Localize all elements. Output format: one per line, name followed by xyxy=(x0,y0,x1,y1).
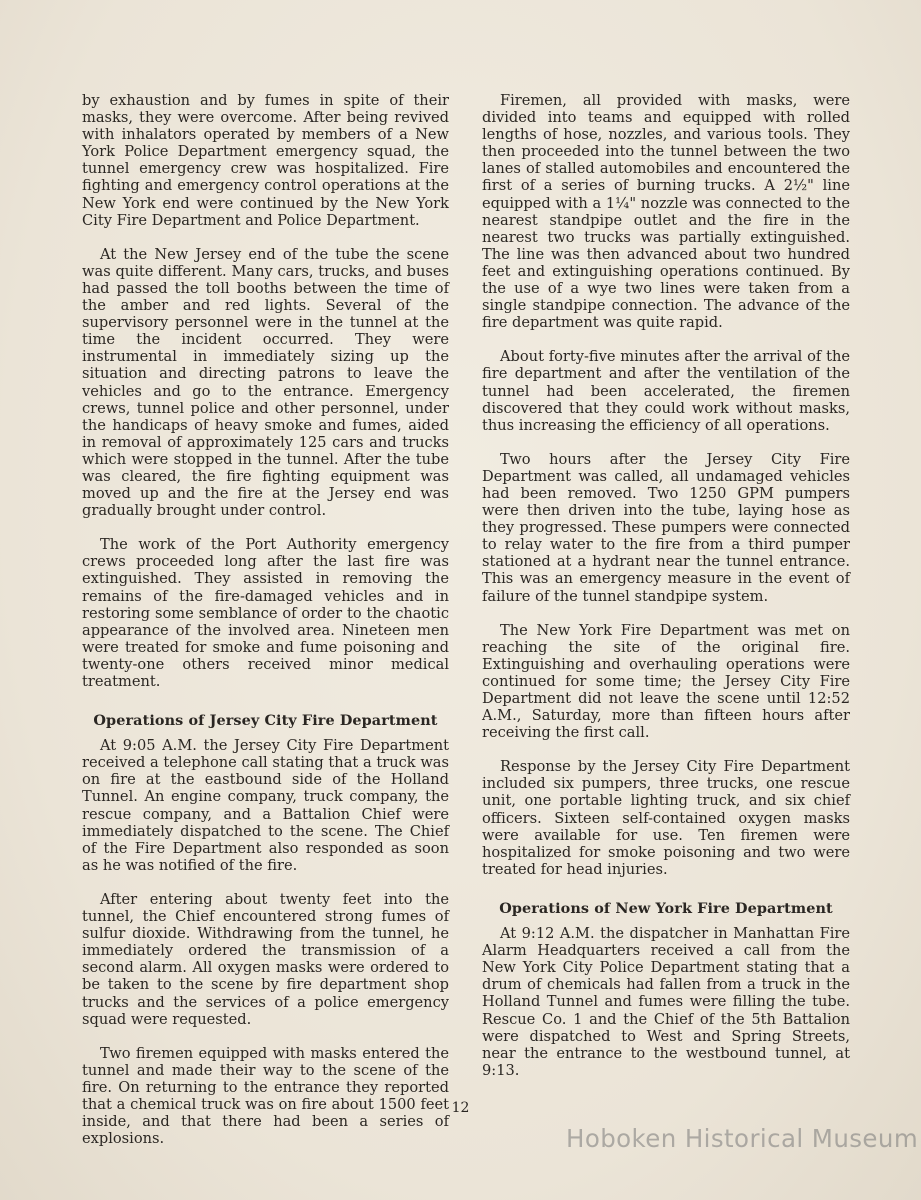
paragraph: The New York Fire Department was met on reaching the site of the original fire. Extinguishing and overhauling operations were continued for some time; the Jersey City Fire Department did not leave the scene until 12:52 A.M., Saturday, more than fifteen hours after receiving the first call. xyxy=(482,621,850,742)
right-column xyxy=(482,92,850,1096)
left-column xyxy=(82,92,449,1164)
paragraph: by exhaustion and by fumes in spite of their masks, they were overcome. After being revived with inhalators operated by members of a New York Police Department emergency squad, the tunnel emergency crew was hospitalized. Fire fighting and emergency control operations at the New York end were continued by the New York City Fire Department and Police Department. xyxy=(82,92,449,229)
paragraph: At the New Jersey end of the tube the scene was quite different. Many cars, trucks, and buses had passed the toll booths between the time of the amber and red lights. Several of the supervisory personnel were in the tunnel at the time the incident occurred. They were instrumental in immediately sizing up the situation and directing patrons to leave the vehicles and go to the entrance. Emergency crews, tunnel police and other personnel, under the handicaps of heavy smoke and fumes, aided in removal of approximately 125 cars and trucks which were stopped in the tunnel. After the tube was cleared, the fire fighting equipment was moved up and the fire at the Jersey end was gradually brought under control. xyxy=(82,245,449,520)
paragraph: Two hours after the Jersey City Fire Department was called, all undamaged vehicles had been removed. Two 1250 GPM pumpers were then driven into the tube, laying hose as they progressed. These pumpers were connected to relay water to the fire from a third pumper stationed at a hydrant near the tunnel entrance. This was an emergency measure in the event of failure of the tunnel standpipe system. xyxy=(482,450,850,605)
paragraph: The work of the Port Authority emergency crews proceeded long after the last fire was extinguished. They assisted in removing the remains of the fire-damaged vehicles and in restoring some semblance of order to the chaotic appearance of the involved area. Nineteen men were treated for smoke and fume poisoning and twenty-one others received minor medical treatment. xyxy=(82,536,449,690)
section-heading-new-york: Operations of New York Fire Department xyxy=(499,899,833,917)
watermark: Hoboken Historical Museum xyxy=(566,1124,919,1153)
page-number: 12 xyxy=(451,1100,470,1116)
paragraph: Response by the Jersey City Fire Department included six pumpers, three trucks, one rescue unit, one portable lighting truck, and six chief officers. Sixteen self-contained oxygen masks were available for use. Ten firemen were hospitalized for smoke poisoning and two were treated for head injuries. xyxy=(482,758,850,878)
paragraph: Two firemen equipped with masks entered the tunnel and made their way to the scene of the fire. On returning to the entrance they reported that a chemical truck was on fire about 1500 feet inside, and that there had been a series of explosions. xyxy=(82,1044,449,1148)
section-heading-jersey-city: Operations of Jersey City Fire Department xyxy=(93,712,438,730)
paragraph: After entering about twenty feet into the tunnel, the Chief encountered strong fumes of sulfur dioxide. Withdrawing from the tunnel, he immediately ordered the transmission of a second alarm. All oxygen masks were ordered to be taken to the scene by fire department shop trucks and the services of a police emergency squad were requested. xyxy=(82,890,449,1028)
paragraph: At 9:05 A.M. the Jersey City Fire Department received a telephone call stating that a truck was on fire at the eastbound side of the Holland Tunnel. An engine company, truck company, the rescue company, and a Battalion Chief were immediately dispatched to the scene. The Chief of the Fire Department also responded as soon as he was notified of the fire. xyxy=(82,737,449,874)
paragraph: At 9:12 A.M. the dispatcher in Manhattan Fire Alarm Headquarters received a call from the New York City Police Department stating that a drum of chemicals had fallen from a truck in the Holland Tunnel and fumes were filling the tube. Rescue Co. 1 and the Chief of the 5th Battalion were dispatched to West and Spring Streets, near the entrance to the westbound tunnel, at 9:13. xyxy=(482,925,850,1079)
paragraph: Firemen, all provided with masks, were divided into teams and equipped with rolled lengths of hose, nozzles, and various tools. They then proceeded into the tunnel between the two lanes of stalled automobiles and encountered the first of a series of burning trucks. A 2½" line equipped with a 1¼" nozzle was connected to the nearest standpipe outlet and the fire in the nearest two trucks was partially extinguished. The line was then advanced about two hundred feet and extinguishing operations continued. By the use of a wye two lines were taken from a single standpipe connection. The advance of the fire department was quite rapid. xyxy=(482,92,850,332)
paragraph: About forty-five minutes after the arrival of the fire department and after the ventilation of the tunnel had been accelerated, the firemen discovered that they could work without masks, thus increasing the efficiency of all operations. xyxy=(482,348,850,434)
